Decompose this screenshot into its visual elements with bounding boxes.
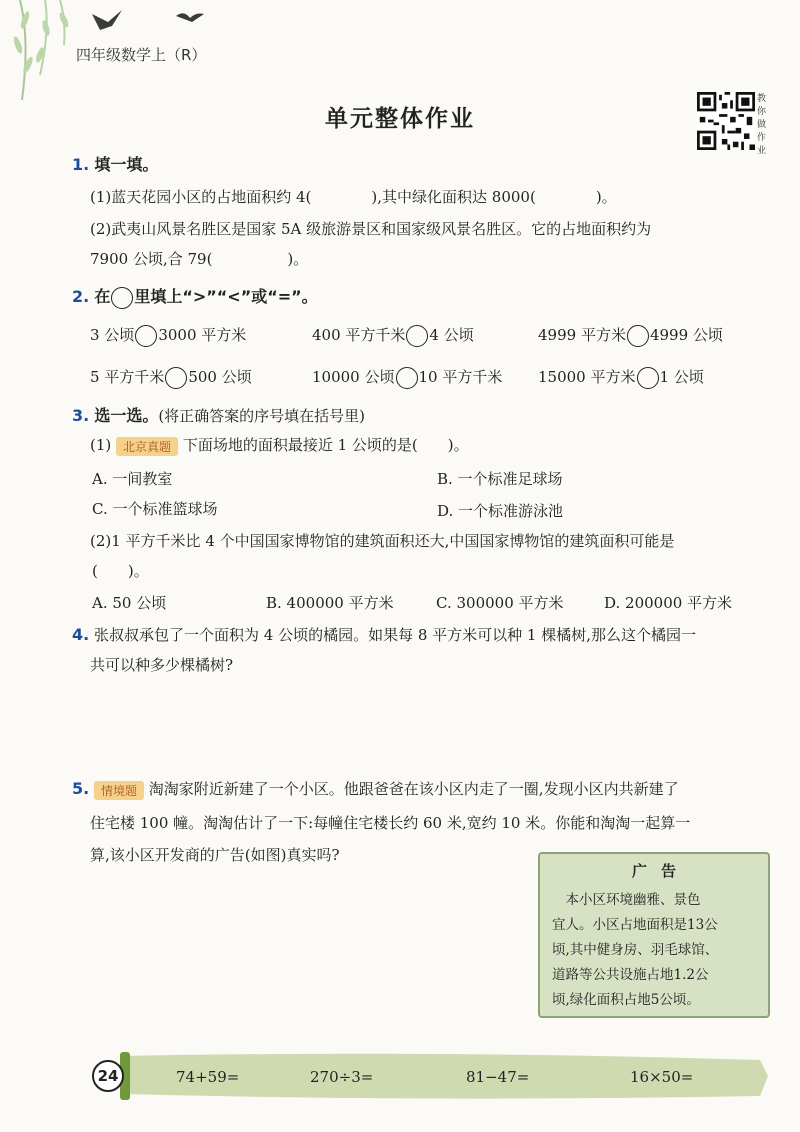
scenario-tag: 情境题 <box>94 781 144 800</box>
option-c: C. 300000 平方米 <box>436 594 564 612</box>
question-number: 4. <box>72 625 90 644</box>
question-3-sub2-line: ( )。 <box>92 562 149 580</box>
question-number: 3. <box>72 406 90 425</box>
option-b: B. 400000 平方米 <box>266 594 394 612</box>
compare-item: 5 平方千米 500 公顷 <box>90 366 252 389</box>
advertisement-box <box>538 852 770 1018</box>
swallow-icon <box>176 13 204 22</box>
compare-item: 400 平方千米 4 公顷 <box>312 324 474 347</box>
option-b: B. 一个标准足球场 <box>437 470 563 488</box>
question-number: 1. <box>72 155 90 174</box>
swallow-icon <box>92 10 122 30</box>
qr-code-icon[interactable] <box>697 92 755 150</box>
option-d: D. 200000 平方米 <box>604 594 733 612</box>
drill-problem: 74+59= <box>176 1068 240 1086</box>
compare-item: 3 公顷 3000 平方米 <box>90 324 246 347</box>
grade-label: 四年级数学上（R） <box>76 46 207 64</box>
answer-circle[interactable] <box>165 367 187 389</box>
question-1-line: (1)蓝天花园小区的占地面积约 4( ),其中绿化面积达 8000( )。 <box>90 188 617 206</box>
question-2-heading: 2. 在 里填上“>”“<”或“=”。 <box>72 284 318 309</box>
answer-circle[interactable] <box>637 367 659 389</box>
qr-caption: 教 你 做 作 业 <box>757 94 767 156</box>
option-d: D. 一个标准游泳池 <box>437 502 564 520</box>
compare-item: 4999 平方米 4999 公顷 <box>538 324 723 347</box>
question-4-line: 共可以种多少棵橘树? <box>90 656 234 674</box>
question-number: 5. <box>72 779 90 798</box>
question-1-line: 7900 公顷,合 79( )。 <box>90 250 309 268</box>
drill-problem: 81−47= <box>466 1068 530 1086</box>
page-title: 单元整体作业 <box>325 106 475 132</box>
option-a: A. 一间教室 <box>92 470 173 488</box>
question-3-heading <box>72 403 365 426</box>
source-tag: 北京真题 <box>116 437 178 456</box>
advertisement-title: 广告 <box>631 862 690 880</box>
answer-circle[interactable] <box>135 325 157 347</box>
question-note: (将正确答案的序号填在括号里) <box>158 407 366 425</box>
answer-circle[interactable] <box>627 325 649 347</box>
question-heading: 选一选。 <box>94 406 159 425</box>
question-5-line: 住宅楼 100 幢。淘淘估计了一下:每幢住宅楼长约 60 米,宽约 10 米。你能和淘淘一起算一 <box>90 814 691 832</box>
question-5-line: 算,该小区开发商的广告(如图)真实吗? <box>90 846 340 864</box>
page-number: 24 <box>92 1060 124 1092</box>
question-number: 2. <box>72 287 90 306</box>
question-4-line: 4. 张叔叔承包了一个面积为 4 公顷的橘园。如果每 8 平方米可以种 1 棵橘树,那么这个橘园一 <box>72 625 697 644</box>
question-3-sub1: (1) 北京真题 下面场地的面积最接近 1 公顷的是( )。 <box>90 436 469 454</box>
answer-circle <box>111 287 133 309</box>
question-1-line: (2)武夷山风景名胜区是国家 5A 级旅游景区和国家级风景名胜区。它的占地面积约为 <box>90 220 652 238</box>
option-a: A. 50 公顷 <box>92 594 167 612</box>
question-3-sub2-line: (2)1 平方千米比 4 个中国国家博物馆的建筑面积还大,中国国家博物馆的建筑面积可能是 <box>90 532 675 550</box>
answer-circle[interactable] <box>396 367 418 389</box>
compare-item: 10000 公顷 10 平方千米 <box>312 366 502 389</box>
advertisement-body: 本小区环境幽雅、景色 宜人。小区占地面积是13公 顷,其中健身房、羽毛球馆、 道路等公共设施占地1.2公 顷,绿化面积占地5公顷。 <box>552 892 719 1008</box>
drill-problem: 16×50= <box>630 1068 694 1086</box>
question-5-line: 5. 情境题 淘淘家附近新建了一个小区。他跟爸爸在该小区内走了一圈,发现小区内共新建了 <box>72 779 679 798</box>
question-heading: 填一填。 <box>94 155 159 174</box>
question-1-heading <box>72 152 158 175</box>
drill-problem: 270÷3= <box>310 1068 374 1086</box>
option-c: C. 一个标准篮球场 <box>92 500 218 518</box>
answer-circle[interactable] <box>406 325 428 347</box>
compare-item: 15000 平方米 1 公顷 <box>538 366 704 389</box>
